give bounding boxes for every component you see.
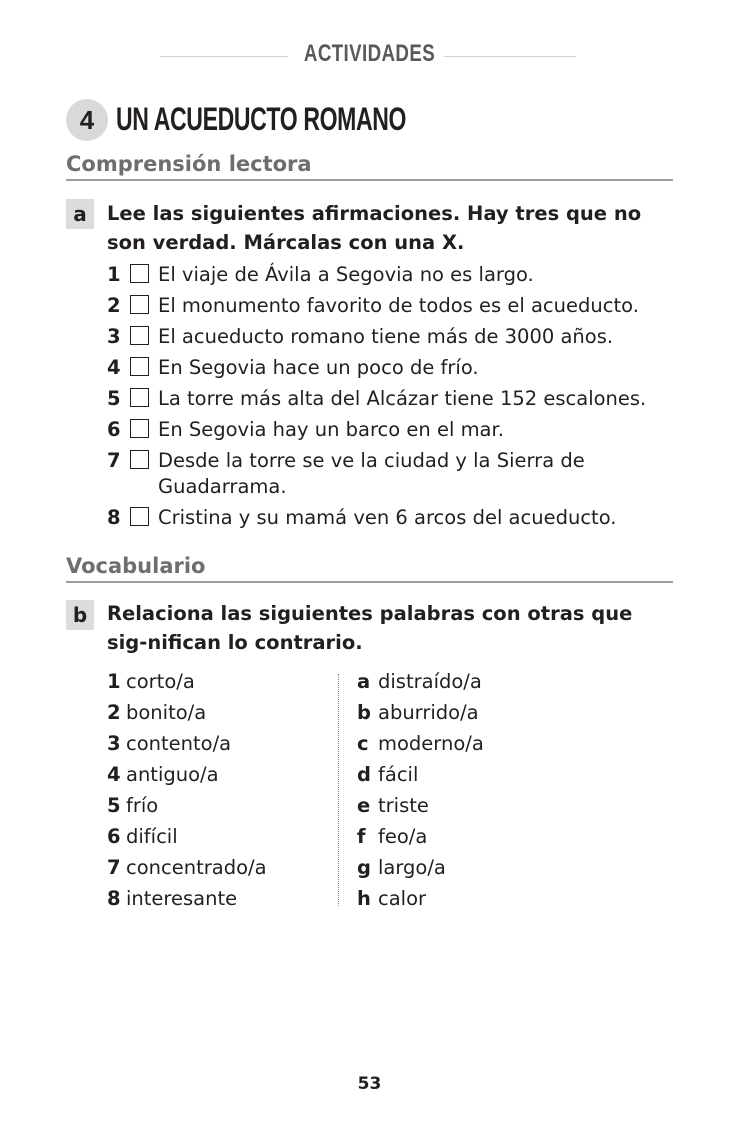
vocab-word: corto/a	[126, 670, 195, 693]
statement-item	[107, 417, 677, 443]
vocab-key: h	[357, 887, 371, 910]
task-b-instruction: Relaciona las siguientes palabras con otras que sig-nifican lo contrario.	[107, 602, 633, 654]
vocab-right-item	[357, 759, 617, 790]
statement-item	[107, 355, 677, 381]
statement-checkbox[interactable]	[130, 450, 149, 469]
vocab-key: e	[357, 794, 371, 817]
vocab-key: 7	[107, 856, 121, 879]
vocab-key: 6	[107, 825, 121, 848]
lesson-number-badge: 4	[66, 99, 108, 141]
column-divider	[338, 674, 339, 906]
statement-text: Desde la torre se ve la ciudad y la Sierra de Guadarrama.	[158, 449, 585, 498]
vocab-word: calor	[378, 887, 427, 910]
vocab-right-item	[357, 790, 617, 821]
task-a-instruction: Lee las siguientes afirmaciones. Hay tres que no son verdad. Márcalas con una X.	[107, 202, 642, 254]
statement-checkbox[interactable]	[130, 326, 149, 345]
statement-text: En Segovia hay un barco en el mar.	[158, 418, 504, 441]
vocab-left-item	[107, 852, 327, 883]
task-letter-a: a	[66, 199, 94, 229]
statement-number: 6	[107, 418, 121, 441]
vocab-left-column	[107, 666, 327, 914]
vocab-key: 8	[107, 887, 121, 910]
vocab-right-item	[357, 821, 617, 852]
vocab-word: moderno/a	[378, 732, 484, 755]
vocab-key: 2	[107, 701, 121, 724]
vocab-word: triste	[378, 794, 429, 817]
statement-text: Cristina y su mamá ven 6 arcos del acueducto.	[158, 506, 617, 529]
vocab-word: fácil	[378, 763, 419, 786]
vocab-word: frío	[126, 794, 159, 817]
statement-text: El monumento favorito de todos es el acueducto.	[158, 294, 639, 317]
vocab-key: 4	[107, 763, 121, 786]
vocab-key: g	[357, 856, 371, 879]
section-heading-vocabulario: Vocabulario	[66, 552, 673, 583]
vocab-right-item	[357, 666, 617, 697]
statement-checkbox[interactable]	[130, 507, 149, 526]
statement-text: La torre más alta del Alcázar tiene 152 escalones.	[158, 387, 647, 410]
statement-text: El viaje de Ávila a Segovia no es largo.	[158, 263, 534, 286]
statement-checkbox[interactable]	[130, 295, 149, 314]
vocab-word: antiguo/a	[126, 763, 219, 786]
header-rule-right	[444, 56, 576, 57]
header-title: ACTIVIDADES	[303, 40, 436, 67]
vocab-right-column	[357, 666, 617, 914]
vocab-key: f	[357, 825, 366, 848]
statement-number: 7	[107, 449, 121, 472]
vocab-key: 5	[107, 794, 121, 817]
vocab-word: bonito/a	[126, 701, 207, 724]
statement-checkbox[interactable]	[130, 357, 149, 376]
vocab-word: largo/a	[378, 856, 446, 879]
vocab-left-item	[107, 697, 327, 728]
vocab-key: d	[357, 763, 371, 786]
statement-number: 2	[107, 294, 121, 317]
task-letter-b: b	[66, 600, 94, 630]
vocab-right-item	[357, 728, 617, 759]
vocab-left-item	[107, 821, 327, 852]
statement-item	[107, 505, 677, 531]
vocab-left-item	[107, 790, 327, 821]
vocab-left-item	[107, 759, 327, 790]
statement-item	[107, 293, 677, 319]
vocab-word: distraído/a	[378, 670, 482, 693]
vocab-right-item	[357, 883, 617, 914]
statement-checkbox[interactable]	[130, 419, 149, 438]
vocab-key: a	[357, 670, 371, 693]
vocab-left-item	[107, 728, 327, 759]
vocab-right-item	[357, 697, 617, 728]
statement-number: 3	[107, 325, 121, 348]
vocab-word: difícil	[126, 825, 178, 848]
vocab-left-item	[107, 883, 327, 914]
vocab-word: contento/a	[126, 732, 232, 755]
vocab-word: aburrido/a	[378, 701, 479, 724]
vocab-left-item	[107, 666, 327, 697]
statement-checkbox[interactable]	[130, 388, 149, 407]
statement-checkbox[interactable]	[130, 264, 149, 283]
lesson-title: UN ACUEDUCTO ROMANO	[116, 101, 407, 137]
statement-number: 5	[107, 387, 121, 410]
vocab-right-item	[357, 852, 617, 883]
vocab-key: 1	[107, 670, 121, 693]
vocab-word: interesante	[126, 887, 238, 910]
statement-item	[107, 386, 677, 412]
vocab-key: b	[357, 701, 371, 724]
statement-item	[107, 262, 677, 288]
statement-text: El acueducto romano tiene más de 3000 años.	[158, 325, 614, 348]
vocab-key: 3	[107, 732, 121, 755]
statement-text: En Segovia hace un poco de frío.	[158, 356, 479, 379]
statement-number: 8	[107, 506, 121, 529]
page-number: 53	[357, 1074, 382, 1094]
statement-item	[107, 448, 677, 500]
statement-list	[107, 262, 677, 536]
statement-number: 1	[107, 263, 121, 286]
vocab-word: feo/a	[378, 825, 428, 848]
vocab-word: concentrado/a	[126, 856, 267, 879]
statement-number: 4	[107, 356, 121, 379]
page-header	[0, 36, 739, 76]
statement-item	[107, 324, 677, 350]
vocab-key: c	[357, 732, 369, 755]
section-heading-comprension: Comprensión lectora	[66, 150, 673, 181]
